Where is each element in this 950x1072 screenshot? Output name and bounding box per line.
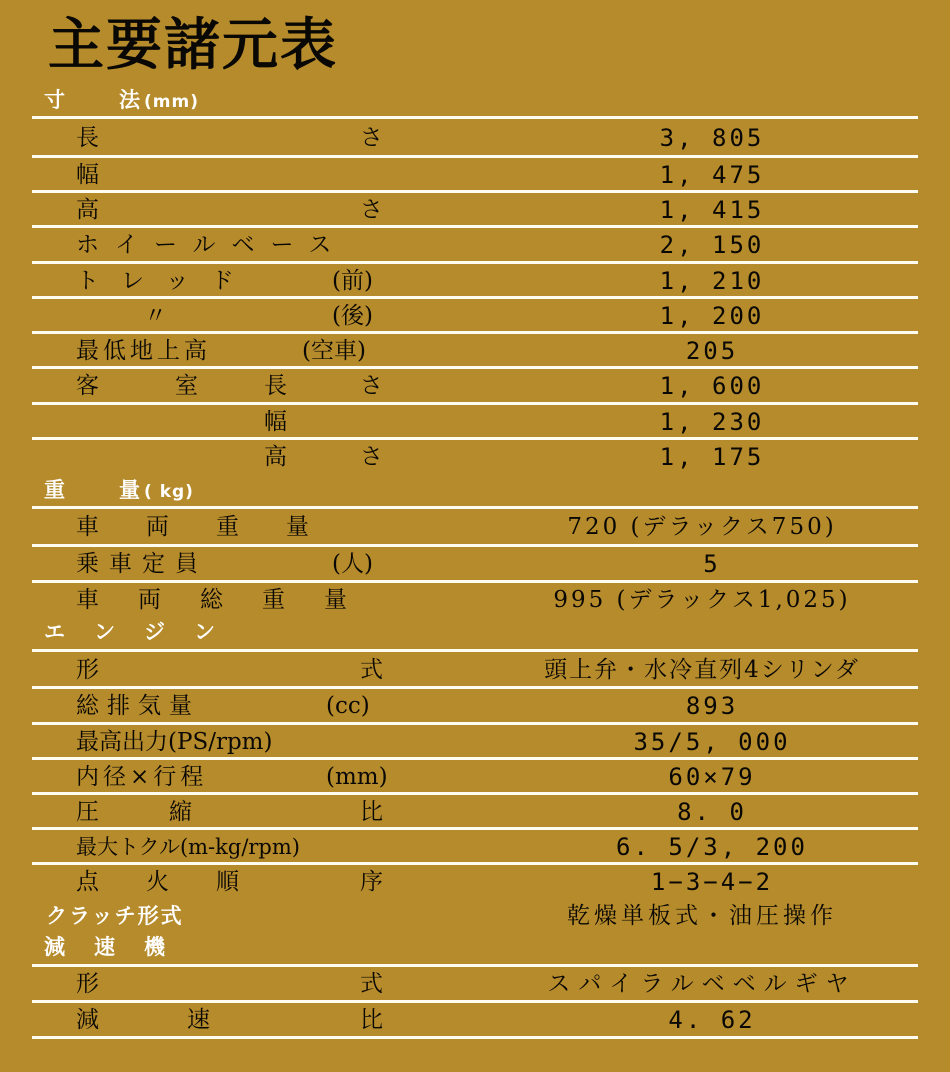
row-label-suffix: 比 — [360, 799, 383, 825]
section-label: 減 速 機 — [44, 935, 169, 959]
row-label: 減 速 — [76, 1007, 224, 1033]
section-unit: ( kg) — [144, 482, 194, 502]
row-value: 893 — [685, 692, 739, 720]
row-label-suffix: (前) — [332, 268, 373, 294]
row-value: 2, 150 — [659, 231, 765, 259]
divider — [32, 116, 918, 119]
row-label-suffix: 式 — [360, 657, 383, 683]
table-row — [32, 263, 918, 299]
table-row — [32, 582, 918, 618]
row-label-suffix: さ — [360, 125, 383, 151]
table-row — [32, 864, 918, 900]
row-value: 乾燥単板式・油圧操作 — [567, 903, 837, 929]
row-value: 995 (デラックス1,025) — [553, 587, 851, 613]
table-row — [32, 439, 918, 475]
section-label: 重 量 — [44, 478, 144, 502]
row-sublabel: 長 — [264, 373, 287, 399]
row-label: 圧 縮 — [76, 799, 200, 825]
table-row — [32, 794, 918, 830]
row-value: 720 (デラックス750) — [567, 514, 837, 540]
row-value: 60×79 — [668, 763, 756, 791]
page-title: 主要諸元表 — [48, 12, 338, 78]
row-label: 車 両 重 量 — [76, 514, 321, 540]
section-clutch-label: クラッチ形式 — [46, 904, 184, 928]
table-row — [32, 759, 918, 795]
row-label-suffix: (cc) — [326, 693, 370, 719]
section-reduction-header — [44, 933, 169, 961]
row-label-suffix: さ — [360, 444, 383, 470]
row-value: 3, 805 — [659, 124, 765, 152]
section-dimensions-header — [44, 86, 199, 114]
table-row — [32, 724, 918, 760]
row-label: 幅 — [76, 162, 99, 188]
row-label: 高 — [76, 197, 99, 223]
row-value: 4. 62 — [668, 1006, 756, 1034]
row-value: 1, 175 — [659, 443, 765, 471]
table-row — [32, 966, 918, 1002]
row-value: 1, 230 — [659, 408, 765, 436]
section-label: 寸 法 — [44, 88, 144, 112]
row-value: 35/5, 000 — [633, 728, 791, 756]
row-label: 点 火 順 — [76, 869, 251, 895]
table-row — [32, 404, 918, 440]
row-label: 最大トクル(m-kg/rpm) — [76, 835, 300, 859]
row-sublabel: 幅 — [264, 409, 287, 435]
row-value: 1, 200 — [659, 302, 765, 330]
row-label: 客 室 — [76, 373, 208, 399]
row-value: 1, 210 — [659, 267, 765, 295]
table-row — [32, 688, 918, 724]
row-sublabel: 高 — [264, 444, 287, 470]
row-label-suffix: さ — [360, 197, 383, 223]
row-label: 〃 — [144, 303, 167, 329]
section-engine-header — [44, 618, 219, 646]
row-value: 1, 600 — [659, 372, 765, 400]
row-value: 1−3−4−2 — [650, 868, 774, 896]
row-label: 車 両 総 重 量 — [76, 587, 355, 613]
row-label: 長 — [76, 125, 99, 151]
row-label-suffix: (後) — [332, 303, 373, 329]
row-label-suffix: (人) — [332, 551, 373, 577]
row-value: 5 — [703, 550, 721, 578]
row-value: 1, 415 — [659, 196, 765, 224]
row-label-suffix: 比 — [360, 1007, 383, 1033]
row-label: トレッド — [76, 268, 256, 294]
table-row — [32, 509, 918, 545]
row-label: 形 — [76, 657, 99, 683]
table-row — [32, 157, 918, 193]
row-value: 8. 0 — [677, 798, 747, 826]
table-row — [32, 1002, 918, 1038]
table-row — [32, 829, 918, 865]
row-label: 最低地上高 — [76, 338, 211, 364]
section-unit: (mm) — [144, 92, 199, 112]
row-label-suffix: (mm) — [326, 764, 388, 790]
table-row — [32, 652, 918, 688]
row-label: ホイールベース — [76, 232, 348, 258]
row-value: 205 — [685, 337, 739, 365]
row-label-suffix: 序 — [360, 869, 383, 895]
table-row — [32, 298, 918, 334]
row-label-suffix: (空車) — [302, 338, 366, 364]
row-label-suffix: 式 — [360, 971, 383, 997]
row-label-suffix: さ — [360, 373, 383, 399]
row-label: 内径×行程 — [76, 764, 208, 790]
table-row — [32, 227, 918, 263]
table-row — [32, 192, 918, 228]
row-value: スパイラルベベルギヤ — [547, 971, 857, 997]
row-label: 乗車定員 — [76, 551, 208, 577]
row-value: 6. 5/3, 200 — [616, 833, 808, 861]
divider — [32, 1036, 918, 1039]
row-value: 頭上弁・水冷直列4シリンダ — [544, 657, 860, 683]
section-weight-header — [44, 476, 194, 504]
row-value: 1, 475 — [659, 161, 765, 189]
table-row — [32, 120, 918, 156]
row-label: 形 — [76, 971, 99, 997]
section-label: エ ン ジ ン — [44, 620, 219, 644]
table-row — [32, 333, 918, 369]
table-row — [32, 368, 918, 404]
table-row — [32, 546, 918, 582]
row-label: 最高出力(PS/rpm) — [76, 729, 273, 755]
clutch-row — [32, 898, 918, 934]
row-label: 総排気量 — [76, 693, 200, 719]
